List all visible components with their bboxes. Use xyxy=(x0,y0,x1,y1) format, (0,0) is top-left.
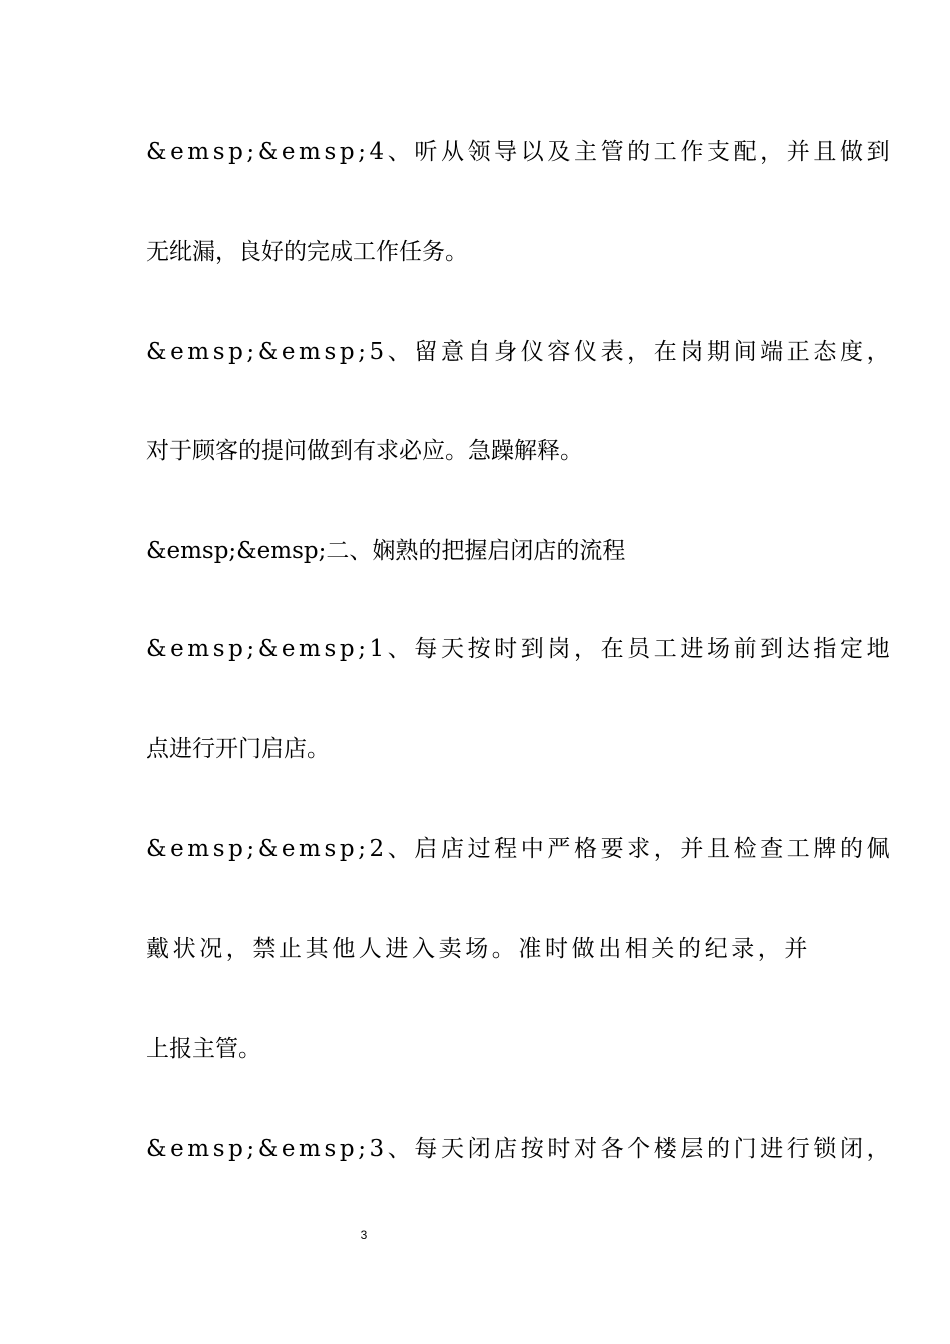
text-line: &emsp;&emsp;4、听从领导以及主管的工作支配，并且做到 xyxy=(146,139,894,165)
text-line: 对于顾客的提问做到有求必应。急躁解释。 xyxy=(146,438,583,464)
text-line: 戴状况，禁止其他人进入卖场。准时做出相关的纪录，并 xyxy=(146,936,811,962)
text-line: 点进行开门启店。 xyxy=(146,736,330,762)
section-heading: &emsp;&emsp;二、娴熟的把握启闭店的流程 xyxy=(146,538,626,564)
text-line: 上报主管。 xyxy=(146,1036,261,1062)
text-line: &emsp;&emsp;2、启店过程中严格要求，并且检查工牌的佩 xyxy=(146,836,894,862)
text-line: &emsp;&emsp;5、留意自身仪容仪表，在岗期间端正态度， xyxy=(146,339,894,365)
text-line: &emsp;&emsp;3、每天闭店按时对各个楼层的门进行锁闭， xyxy=(146,1136,894,1162)
text-line: 无纰漏，良好的完成工作任务。 xyxy=(146,239,468,265)
page-number: 3 xyxy=(360,1228,368,1242)
text-line: &emsp;&emsp;1、每天按时到岗，在员工进场前到达指定地 xyxy=(146,636,894,662)
